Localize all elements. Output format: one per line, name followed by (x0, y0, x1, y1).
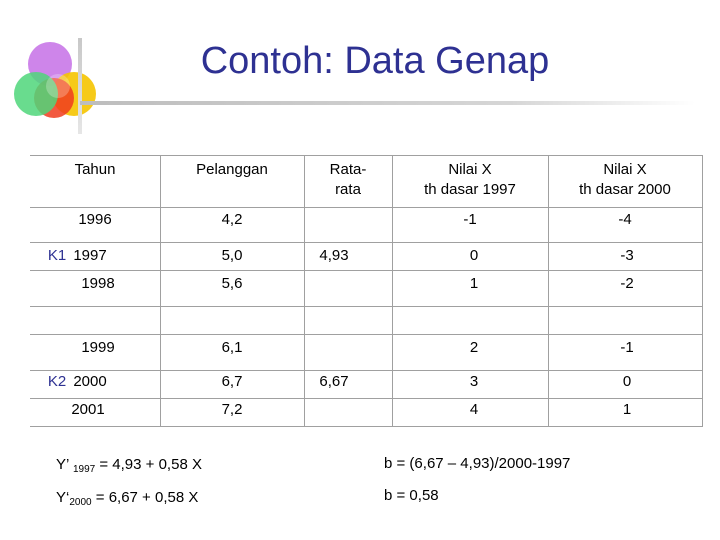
row-divider (30, 306, 702, 307)
cell-x1997: 0 (469, 247, 479, 264)
row-divider (30, 207, 702, 208)
cell-pelanggan: 6,1 (221, 339, 243, 356)
equation-y2000-prefix: Y‘ (56, 489, 70, 506)
equation-y1997-prefix: Y’ (56, 456, 69, 473)
equation-y1997-subscript: 1997 (72, 464, 96, 475)
cell-x2000: -4 (618, 211, 632, 228)
cell-rata: 4,93 (319, 247, 349, 264)
cell-x2000: -1 (620, 339, 634, 356)
equation-b-formula: b = (6,67 – 4,93)/2000-1997 (384, 455, 571, 472)
slide-logo-icon (8, 38, 104, 138)
cell-x2000: 1 (622, 401, 632, 418)
cell-pelanggan: 7,2 (221, 401, 243, 418)
cell-tahun: 1996 (78, 211, 112, 228)
cell-pelanggan: 6,7 (221, 373, 243, 390)
header-nilai-x-1997-line1: Nilai X (448, 161, 492, 178)
header-tahun: Tahun (74, 161, 116, 178)
equation-y2000-body: = 6,67 + 0,58 X (95, 489, 199, 506)
equation-y2000 (56, 489, 198, 508)
header-rata-line1: Rata- (329, 161, 367, 178)
title-vertical-rule (78, 38, 82, 134)
row-divider (30, 370, 702, 371)
group-label-k1: K1 (47, 247, 67, 264)
row-divider (30, 270, 702, 271)
equation-y1997 (56, 456, 202, 475)
equation-b-value: b = 0,58 (384, 487, 439, 504)
cell-tahun: 2000 (73, 373, 107, 390)
group-label-k2: K2 (47, 373, 67, 390)
row-divider (30, 334, 702, 335)
cell-x1997: 1 (469, 275, 479, 292)
header-pelanggan: Pelanggan (196, 161, 268, 178)
cell-x2000: -2 (620, 275, 634, 292)
cell-tahun: 1999 (81, 339, 115, 356)
cell-x2000: 0 (622, 373, 632, 390)
cell-pelanggan: 5,6 (221, 275, 243, 292)
cell-rata: 6,67 (319, 373, 349, 390)
cell-tahun: 2001 (71, 401, 105, 418)
cell-x1997: 3 (469, 373, 479, 390)
cell-tahun: 1997 (73, 247, 107, 264)
cell-x1997: 2 (469, 339, 479, 356)
cell-pelanggan: 4,2 (221, 211, 243, 228)
row-divider (30, 242, 702, 243)
row-divider (30, 398, 702, 399)
equation-y1997-body: = 4,93 + 0,58 X (99, 456, 202, 473)
column-divider (160, 156, 161, 426)
header-nilai-x-2000-line2: th dasar 2000 (579, 181, 671, 198)
equation-y2000-subscript: 2000 (69, 497, 92, 508)
cell-x1997: 4 (469, 401, 479, 418)
cell-tahun: 1998 (81, 275, 115, 292)
header-nilai-x-2000-line1: Nilai X (603, 161, 647, 178)
title-underline (80, 101, 695, 105)
header-nilai-x-1997-line2: th dasar 1997 (424, 181, 516, 198)
cell-pelanggan: 5,0 (221, 247, 243, 264)
cell-x2000: -3 (620, 247, 634, 264)
cell-x1997: -1 (463, 211, 477, 228)
header-rata-line2: rata (335, 181, 361, 198)
slide-title: Contoh: Data Genap (200, 40, 550, 82)
